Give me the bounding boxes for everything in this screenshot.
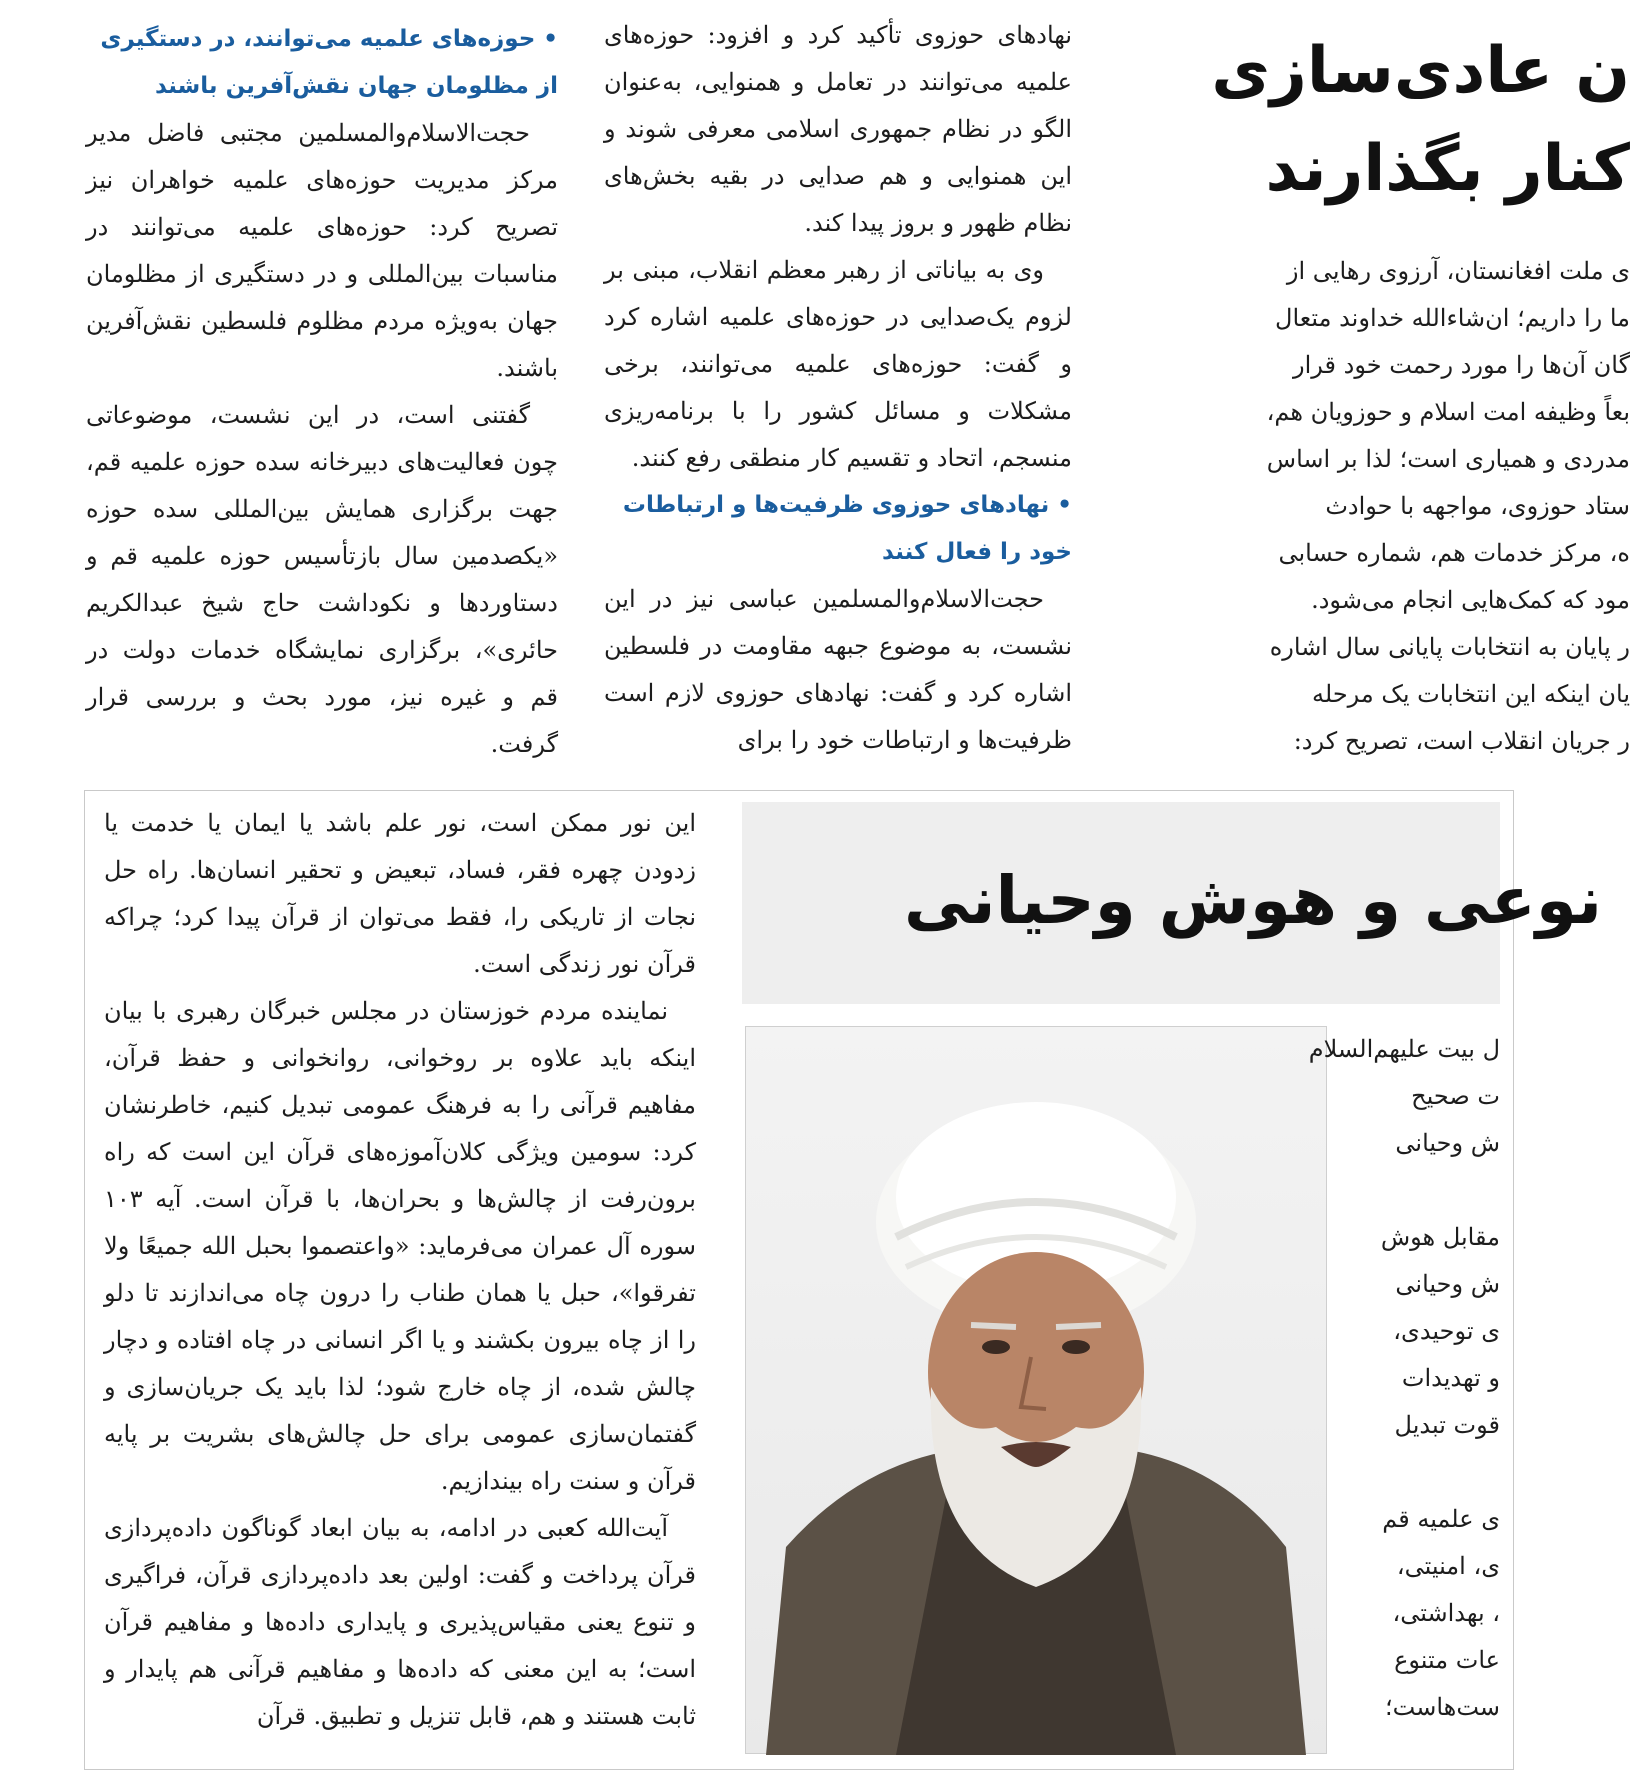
text-line: ر پایان به انتخابات پایانی سال اشاره [1269,633,1630,661]
text-line: ی توحیدی، [1393,1317,1500,1345]
paragraph: این نور ممکن است، نور علم باشد یا ایمان یا خدمت یا زدودن چهره فقر، فساد، تبعیض و تحقیر انسان‌ها. راه حل نجات از تاریکی را، فقط می‌توان از قرآن پیدا کرد؛ چراکه قرآن نور زندگی است. [104,809,696,978]
text-line: ما را داریم؛ ان‌شاءالله خداوند متعال [1275,304,1630,332]
subheading-seminaries-help-oppressed: • حوزه‌های علمیه می‌توانند، در دستگیری از مظلومان جهان نقش‌آفرین باشند [100,26,558,99]
text-line [1350,1449,1500,1496]
text-line: ش وحیانی [1395,1270,1500,1298]
headline-normalization: ن عادی‌سازی کنار بگذارند [1211,34,1630,206]
text-line: ه، مرکز خدمات هم، شماره حسابی [1278,539,1630,567]
paragraph: نهادهای حوزوی تأکید کرد و افزود: حوزه‌های علمیه می‌توانند در تعامل و همنوایی، به‌عنوان الگو در نظام جمهوری اسلامی معرفی شوند و این همنوایی و هم صدایی در بقیه بخش‌های نظام ظهور و بروز پیدا کند. [604,21,1072,237]
headline-ai-revelation: نوعی و هوش وحیانی [903,862,1602,939]
cleric-portrait-photo [745,1026,1327,1754]
text-line [1350,1167,1500,1214]
text-line: و تهدیدات [1401,1364,1500,1392]
text-line: ستاد حوزوی، مواجهه با حوادث [1325,492,1630,520]
paragraph: حجت‌الاسلام‌والمسلمین مجتبی فاضل مدیر مرکز مدیریت حوزه‌های علمیه خواهران نیز تصریح کرد: حوزه‌های علمیه می‌توانند در مناسبات بین‌المللی و در دستگیری از مظلومان جهان به‌ویژه مردم مظلوم فلسطین نقش‌آفرین باشند. [86,119,558,382]
text-line: ت صحیح [1411,1082,1500,1110]
paragraph: وی به بیاناتی از رهبر معظم انقلاب، مبنی بر لزوم یک‌صدایی در حوزه‌های علمیه اشاره کرد و گفت: حوزه‌های علمیه می‌توانند، برخی مشکلات و مسائل کشور را با برنامه‌ریزی منسجم، اتحاد و تقسیم کار منطقی رفع کنند. [604,256,1072,472]
portrait-illustration [746,1027,1328,1755]
paragraph: حجت‌الاسلام‌والمسلمین عباسی نیز در این نشست، به موضوع جبهه مقاومت در فلسطین اشاره کرد و گفت: نهادهای حوزوی لازم است ظرفیت‌ها و ارتباطات خود را برای [604,585,1072,754]
top-right-article [1110,0,1630,770]
text-line: مود که کمک‌هایی انجام می‌شود. [1311,586,1630,614]
text-line: ی ملت افغانستان، آرزوی رهایی از [1286,257,1630,285]
text-line: مدردی و همیاری است؛ لذا بر اساس [1266,445,1630,473]
subheading-activate-capacities: • نهادهای حوزوی ظرفیت‌ها و ارتباطات خود را فعال کنند [622,492,1072,565]
bullet-icon: • [543,26,558,52]
text-line: ی، امنیتی، [1396,1552,1500,1580]
text-line: ی علمیه قم [1382,1505,1500,1533]
top-middle-column [604,12,1072,764]
text-line: ر جریان انقلاب است، تصریح کرد: [1293,727,1630,755]
headline-band [742,802,1602,1004]
text-line: قوت تبدیل [1394,1411,1500,1439]
text-line: یان اینکه این انتخابات یک مرحله [1312,680,1630,708]
text-line: مقابل هوش [1380,1223,1500,1251]
text-line: بعاً وظیفه امت اسلام و حوزویان هم، [1266,398,1630,426]
top-right-column-text [1110,248,1630,765]
bottom-right-column-text [1308,1026,1500,1754]
paragraph: آیت‌الله کعبی در ادامه، به بیان ابعاد گوناگون داده‌پردازی قرآن پرداخت و گفت: اولین بعد داده‌پردازی قرآن، فراگیری و تنوع یعنی مقیاس‌پذیری و پایداری داده‌ها و مفاهیم قرآن است؛ به این معنی که داده‌ها و مفاهیم قرآنی هم پایدار و ثابت هستند و هم، قابل تنزیل و تطبیق. قرآن [104,1514,696,1730]
text-line: عات متنوع [1394,1646,1500,1674]
top-left-column [86,16,558,768]
text-line: ست‌هاست؛ [1385,1693,1500,1721]
text-line: ، بهداشتی، [1392,1599,1500,1627]
text-line: ش وحیانی [1395,1129,1500,1157]
paragraph: گفتنی است، در این نشست، موضوعاتی چون فعالیت‌های دبیرخانه سده حوزه علمیه قم، جهت برگزاری همایش بین‌المللی سده حوزه «یکصدمین سال بازتأسیس حوزه علمیه قم و دستاوردها و نکوداشت حاج شیخ عبدالکریم حائری»، برگزاری نمایشگاه خدمات دولت در قم و غیره نیز، مورد بحث و بررسی قرار گرفت. [86,401,558,758]
text-line: گان آن‌ها را مورد رحمت خود قرار [1293,351,1630,379]
bullet-icon: • [1057,492,1072,518]
text-line: ل بیت علیهم‌السلام [1308,1035,1500,1063]
paragraph: نماینده مردم خوزستان در مجلس خبرگان رهبری با بیان اینکه باید علاوه بر روخوانی، روانخوانی و حفظ قرآن، مفاهیم قرآنی را به فرهنگ عمومی تبدیل کنیم، خاطرنشان کرد: سومین ویژگی کلان‌آموزه‌های قرآن این است که راه برون‌رفت از چالش‌ها و بحران‌ها، با قرآن است. آیه ۱۰۳ سوره آل عمران می‌فرماید: «واعتصموا بحبل الله جمیعًا ولا تفرقوا»، حبل یا همان طناب را درون چاه می‌اندازند تا دلو را از چاه بیرون بکشند و یا اگر انسانی در چاه افتاده و دچار چالش شده، از چاه خارج شود؛ لذا باید یک جریان‌سازی و گفتمان‌سازی عمومی برای حل چالش‌های بشریت بر پایه قرآن و سنت راه بیندازیم. [104,997,696,1495]
bottom-left-column [104,800,696,1754]
